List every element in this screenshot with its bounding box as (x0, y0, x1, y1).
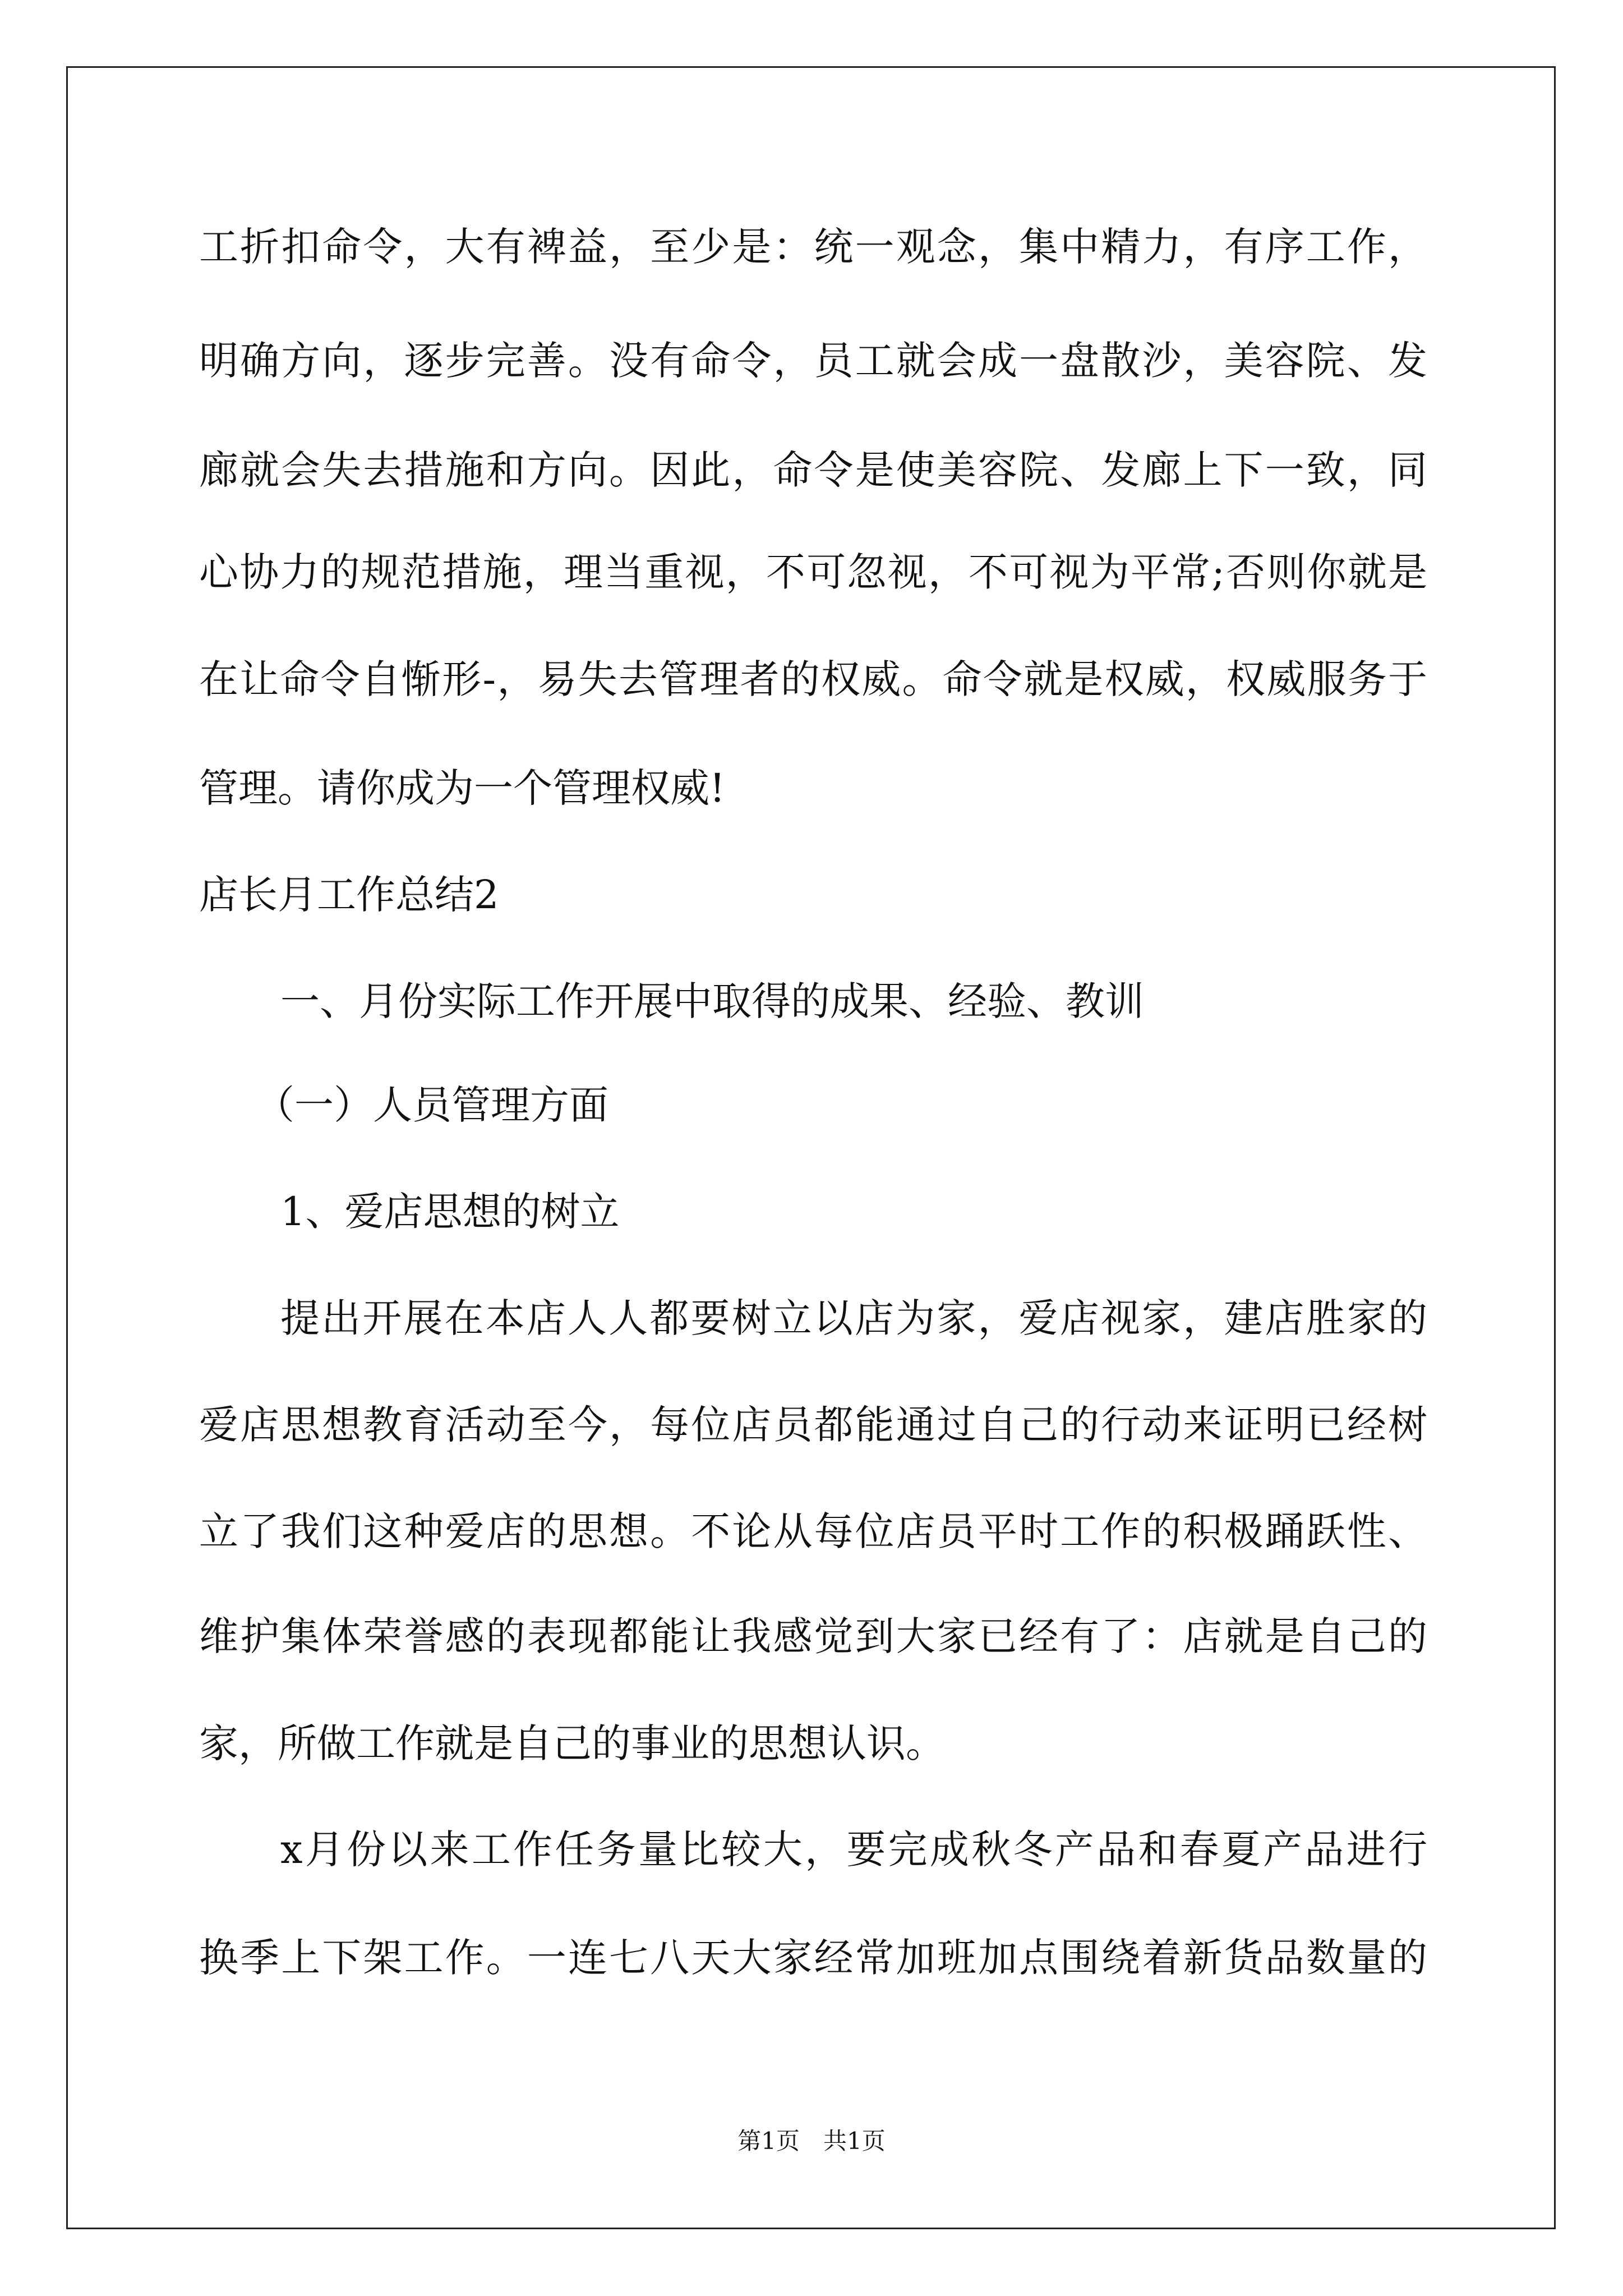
page-footer: 第1页 共1页 (737, 2127, 886, 2155)
paragraph-line: 爱店思想教育活动至今，每位店员都能通过自己的行动来证明已经树 (199, 1402, 1427, 1448)
paragraph-line: 心协力的规范措施，理当重视，不可忽视，不可视为平常;否则你就是 (199, 549, 1427, 595)
section-title: 店长月工作总结2 (199, 872, 499, 918)
page-border (66, 66, 1556, 2229)
paragraph-line: 管理。请你成为一个管理权威! (199, 765, 726, 811)
paragraph-line: 提出开展在本店人人都要树立以店为家，爱店视家，建店胜家的 (280, 1295, 1427, 1341)
paragraph-line: 换季上下架工作。一连七八天大家经常加班加点围绕着新货品数量的 (199, 1935, 1427, 1981)
item-heading: 1、爱店思想的树立 (280, 1189, 620, 1235)
paragraph-line: 明确方向，逐步完善。没有命令，员工就会成一盘散沙，美容院、发 (199, 338, 1427, 384)
subsection-heading: （一）人员管理方面 (255, 1082, 608, 1128)
paragraph-line: 廊就会失去措施和方向。因此，命令是使美容院、发廊上下一致，同 (199, 447, 1427, 493)
section-heading: 一、月份实际工作开展中取得的成果、经验、教训 (280, 978, 1144, 1024)
paragraph-line: 维护集体荣誉感的表现都能让我感觉到大家已经有了：店就是自己的 (199, 1613, 1427, 1659)
paragraph-line: 在让命令自惭形-，易失去管理者的权威。命令就是权威，权威服务于 (199, 656, 1427, 702)
paragraph-line: 立了我们这种爱店的思想。不论从每位店员平时工作的积极踊跃性、 (199, 1508, 1427, 1554)
paragraph-line: 工折扣命令，大有裨益，至少是：统一观念，集中精力，有序工作， (199, 224, 1427, 270)
paragraph-line: 家，所做工作就是自己的事业的思想认识。 (199, 1720, 945, 1766)
paragraph-line: x月份以来工作任务量比较大，要完成秋冬产品和春夏产品进行 (280, 1826, 1427, 1872)
